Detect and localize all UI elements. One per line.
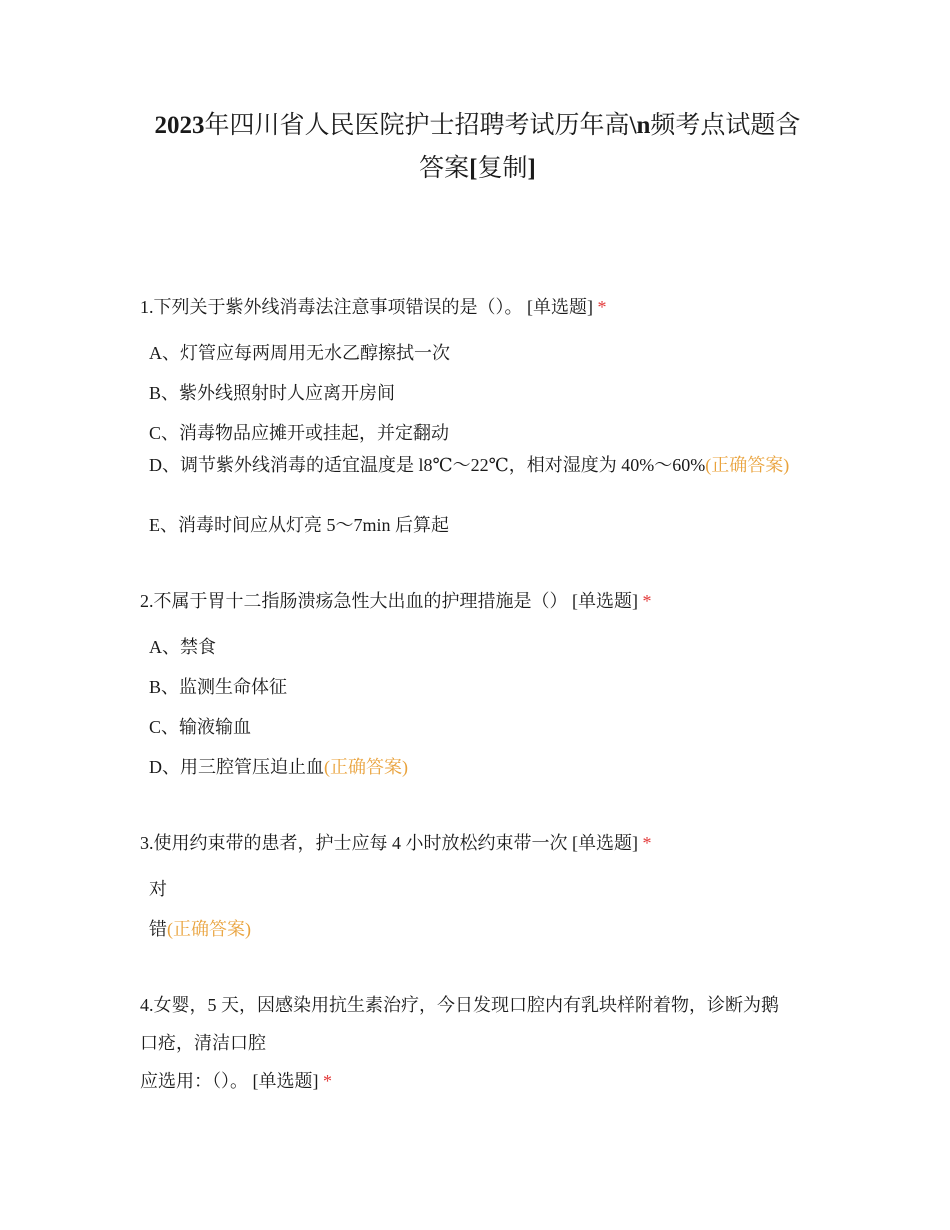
question-1-option-d[interactable] (149, 452, 799, 478)
question-3-option-true[interactable]: 对 (149, 879, 167, 899)
title-copy: 复制 (477, 155, 528, 182)
question-2-stem (140, 582, 820, 620)
correct-answer-tag: (正确答案) (167, 919, 251, 939)
page-title (140, 104, 815, 190)
question-4-line-2: 口疮，清洁口腔 (140, 1033, 266, 1053)
question-3-stem (140, 824, 820, 862)
title-text: 年四川省人民医院护士招聘考试历年高 (204, 112, 630, 139)
option-text: D、用三腔管压迫止血 (149, 757, 324, 777)
title-text-2: 频考点试题含 (650, 112, 801, 139)
required-marker: * (323, 1071, 332, 1091)
question-1-option-c[interactable]: C、消毒物品应摊开或挂起，并定翻动 (149, 423, 450, 443)
required-marker: * (642, 833, 652, 853)
title-text-3: 答案 (419, 155, 470, 182)
title-year: 2023 (154, 112, 205, 139)
question-1-text: 1.下列关于紫外线消毒法注意事项错误的是（）。 [单选题] (140, 297, 593, 317)
question-3-text: 3.使用约束带的患者，护士应每 4 小时放松约束带一次 [单选题] (140, 833, 638, 853)
question-2-text: 2.不属于胃十二指肠溃疡急性大出血的护理措施是（） [单选题] (140, 591, 638, 611)
correct-answer-tag: (正确答案) (324, 757, 408, 777)
question-1-option-b[interactable]: B、紫外线照射时人应离开房间 (149, 383, 396, 403)
option-text: 错 (149, 919, 167, 939)
title-bracket-close: ] (527, 155, 536, 182)
question-2-option-b[interactable]: B、监测生命体征 (149, 677, 288, 697)
question-2-option-a[interactable]: A、禁食 (149, 637, 216, 657)
question-3-option-false[interactable] (149, 916, 799, 942)
question-4-text: 应选用：（）。 [单选题] (140, 1071, 319, 1091)
required-marker: * (642, 591, 652, 611)
question-1-stem (140, 288, 820, 326)
question-4-line-3 (140, 1062, 820, 1100)
title-escape: \n (629, 112, 651, 139)
question-1-option-a[interactable]: A、灯管应每两周用无水乙醇擦拭一次 (149, 343, 450, 363)
option-text: D、调节紫外线消毒的适宜温度是 l8℃～22℃，相对湿度为 40%～60% (149, 455, 706, 475)
question-4-line-1: 4.女婴，5 天，因感染用抗生素治疗，今日发现口腔内有乳块样附着物，诊断为鹅 (140, 995, 779, 1015)
required-marker: * (597, 297, 607, 317)
question-4-stem (140, 986, 820, 1100)
question-2-option-c[interactable]: C、输液输血 (149, 717, 252, 737)
correct-answer-tag: (正确答案) (705, 455, 790, 475)
title-bracket-open: [ (469, 155, 478, 182)
question-1-option-e[interactable]: E、消毒时间应从灯亮 5～7min 后算起 (149, 515, 449, 535)
question-2-option-d[interactable] (149, 754, 799, 780)
